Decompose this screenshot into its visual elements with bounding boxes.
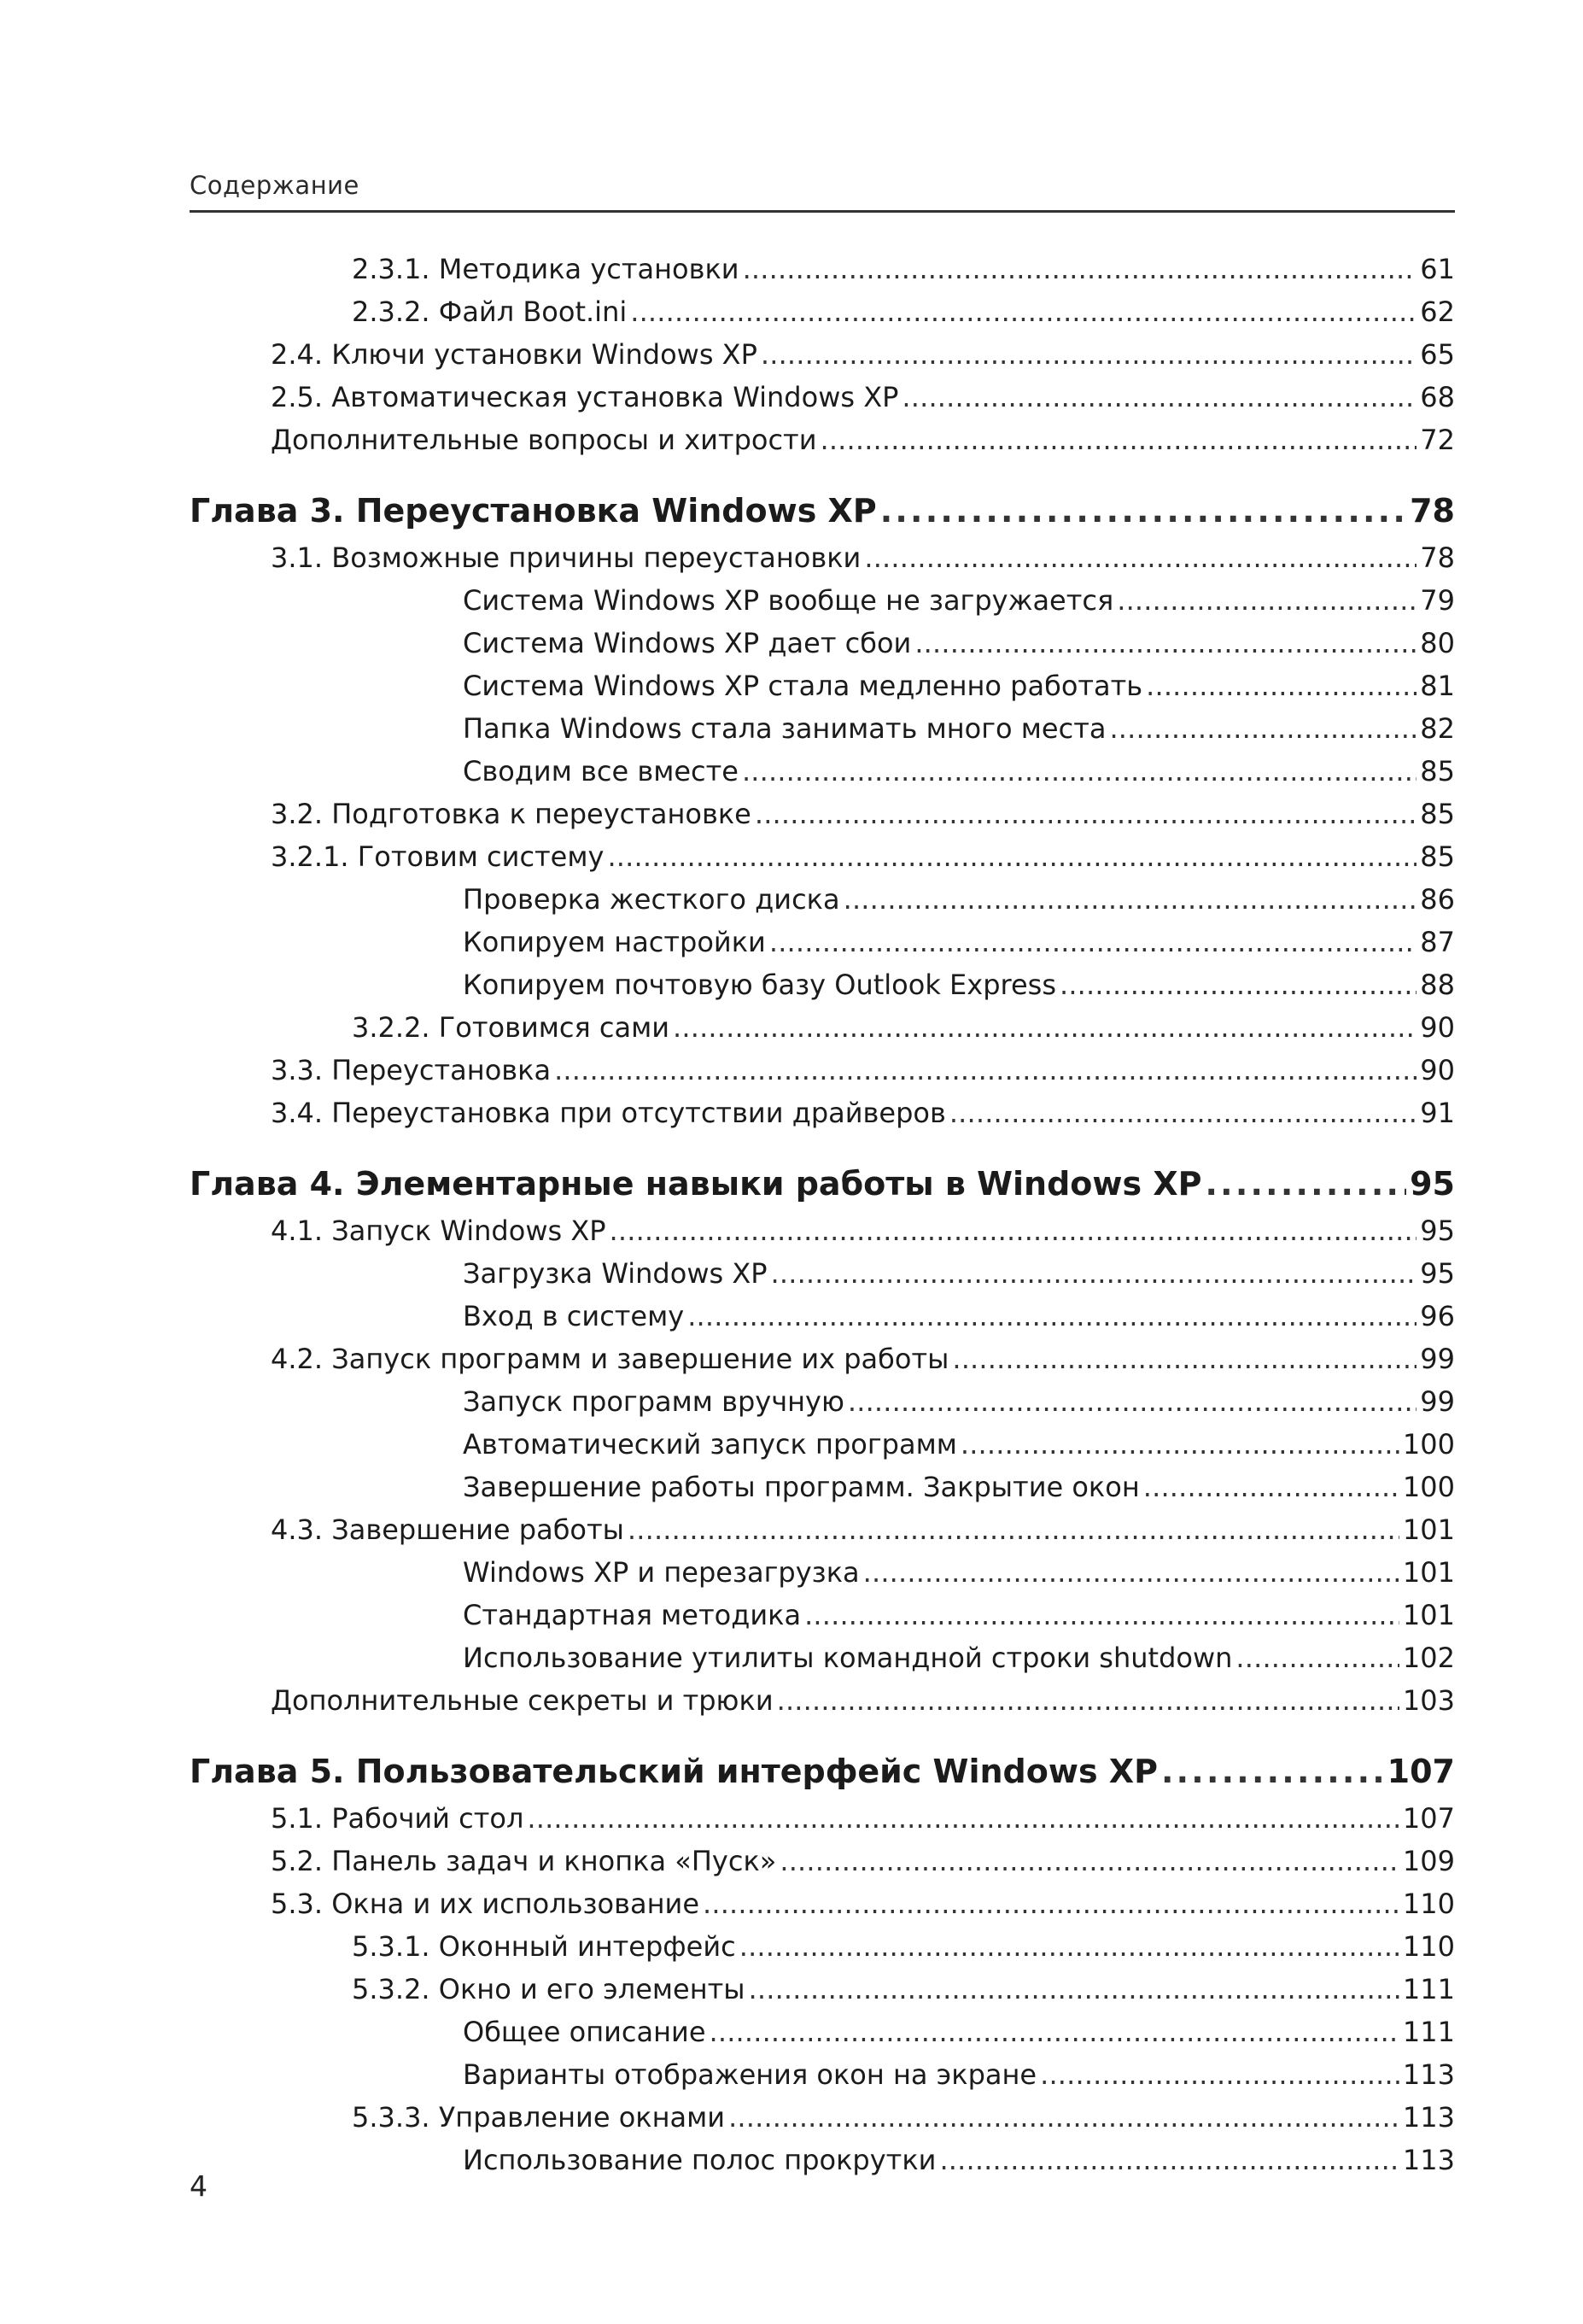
toc-entry: [190, 1338, 1455, 1380]
dot-leader: [607, 835, 1417, 878]
toc-entry-title: Глава 5. Пользовательский интерфейс Windows XP: [190, 1753, 1158, 1790]
toc-entry-title: Копируем почтовую базу Outlook Express: [463, 969, 1056, 1001]
toc-entry-title: 3.2. Подготовка к переустановке: [271, 798, 751, 830]
toc-entry-page: 101: [1402, 1513, 1455, 1546]
toc-entry: [190, 1840, 1455, 1882]
toc-entry-title: 3.3. Переустановка: [271, 1054, 552, 1086]
toc-chapter-entry: [190, 1746, 1455, 1797]
toc-entry-title: 5.3.3. Управление окнами: [352, 2101, 726, 2134]
page-number: 4: [190, 2169, 207, 2203]
toc-entry-title: 2.3.1. Методика установки: [352, 253, 739, 285]
toc-entry: [190, 2139, 1455, 2181]
toc-entry: [190, 419, 1455, 461]
toc-entry-page: 82: [1420, 712, 1455, 745]
toc-entry: [190, 1006, 1455, 1049]
toc-entry-title: Копируем настройки: [463, 926, 766, 958]
toc-entry-page: 100: [1402, 1471, 1455, 1503]
toc-entry-page: 65: [1420, 338, 1455, 371]
toc-entry-page: 91: [1420, 1097, 1455, 1129]
toc-entry: [190, 921, 1455, 963]
toc-entry-title: Проверка жесткого диска: [463, 883, 840, 916]
toc-entry-page: 86: [1420, 883, 1455, 916]
toc-entry-page: 99: [1420, 1385, 1455, 1418]
toc-entry: [190, 333, 1455, 376]
toc-entry-title: 2.4. Ключи установки Windows XP: [271, 338, 757, 371]
dot-leader: [1109, 707, 1417, 750]
toc-entry-page: 90: [1420, 1054, 1455, 1086]
dot-leader: [673, 1006, 1417, 1049]
toc-entry-page: 110: [1402, 1930, 1455, 1963]
toc-entry-page: 95: [1420, 1257, 1455, 1290]
toc-entry: [190, 1968, 1455, 2011]
toc-entry-title: 5.3. Окна и их использование: [271, 1888, 699, 1920]
header-rule: [190, 210, 1455, 213]
toc-entry-title: Загрузка Windows XP: [463, 1257, 768, 1290]
toc-entry-title: 4.1. Запуск Windows XP: [271, 1215, 606, 1247]
toc-entry-title: 4.3. Завершение работы: [271, 1513, 624, 1546]
dot-leader: [703, 1882, 1399, 1925]
toc-entry-title: 3.2.1. Готовим систему: [271, 840, 605, 873]
dot-leader: [749, 1968, 1399, 2011]
dot-leader: [1060, 963, 1417, 1006]
toc-entry-page: 113: [1402, 2058, 1455, 2091]
toc-entry: [190, 750, 1455, 793]
toc-entry-page: 85: [1420, 755, 1455, 787]
toc-entry: [190, 1209, 1455, 1252]
dot-leader: [1146, 664, 1417, 707]
running-head: Содержание: [190, 171, 359, 200]
toc-chapter-entry: [190, 485, 1455, 536]
toc-entry-title: Использование полос прокрутки: [463, 2144, 937, 2176]
dot-leader: [739, 1925, 1399, 1968]
toc-entry-page: 85: [1420, 798, 1455, 830]
toc-entry-page: 80: [1420, 627, 1455, 659]
dot-leader: [820, 419, 1417, 461]
toc-entry-title: Папка Windows стала занимать много места: [463, 712, 1107, 745]
toc-entry: [190, 579, 1455, 622]
dot-leader: [952, 1338, 1417, 1380]
dot-leader: [742, 750, 1417, 793]
toc-entry: [190, 2053, 1455, 2096]
toc-entry: [190, 1551, 1455, 1594]
toc-entry-title: Общее описание: [463, 2016, 706, 2048]
toc-entry: [190, 1797, 1455, 1840]
toc-entry: [190, 1882, 1455, 1925]
toc-entry: [190, 1092, 1455, 1134]
toc-entry: [190, 1594, 1455, 1636]
dot-leader: [687, 1295, 1417, 1338]
dot-leader: [1206, 1158, 1407, 1209]
toc-entry-page: 68: [1420, 381, 1455, 413]
toc-entry: [190, 664, 1455, 707]
toc-entry: [190, 1636, 1455, 1679]
toc-entry-page: 87: [1420, 926, 1455, 958]
toc-entry-page: 103: [1402, 1684, 1455, 1717]
toc-entry-title: 5.3.2. Окно и его элементы: [352, 1973, 745, 2005]
dot-leader: [780, 1840, 1399, 1882]
toc-entry: [190, 622, 1455, 664]
toc-entry-title: 4.2. Запуск программ и завершение их работы: [271, 1343, 949, 1375]
dot-leader: [630, 290, 1417, 333]
toc-entry: [190, 290, 1455, 333]
dot-leader: [864, 536, 1417, 579]
dot-leader: [554, 1049, 1417, 1092]
dot-leader: [848, 1380, 1417, 1423]
toc-entry-title: Windows XP и перезагрузка: [463, 1556, 860, 1589]
toc-entry-title: Система Windows XP дает сбои: [463, 627, 912, 659]
toc-entry: [190, 1049, 1455, 1092]
toc-entry-page: 111: [1402, 1973, 1455, 2005]
toc-entry-title: Дополнительные секреты и трюки: [271, 1684, 774, 1717]
toc-entry-page: 113: [1402, 2144, 1455, 2176]
dot-leader: [804, 1594, 1399, 1636]
toc-entry-title: Сводим все вместе: [463, 755, 739, 787]
toc-entry-page: 107: [1387, 1753, 1455, 1790]
toc-entry-page: 111: [1402, 2016, 1455, 2048]
toc-entry: [190, 2011, 1455, 2053]
toc-entry-page: 101: [1402, 1556, 1455, 1589]
toc-entry-title: 5.2. Панель задач и кнопка «Пуск»: [271, 1845, 777, 1877]
dot-leader: [1235, 1636, 1399, 1679]
toc-entry-page: 101: [1402, 1599, 1455, 1631]
toc-entry-title: Варианты отображения окон на экране: [463, 2058, 1037, 2091]
toc-entry-page: 107: [1402, 1802, 1455, 1835]
dot-leader: [769, 921, 1417, 963]
dot-leader: [527, 1797, 1399, 1840]
dot-leader: [755, 793, 1417, 835]
toc-entry-page: 90: [1420, 1011, 1455, 1044]
dot-leader: [914, 622, 1417, 664]
toc-entry: [190, 1925, 1455, 1968]
toc-entry: [190, 536, 1455, 579]
toc-entry-page: 110: [1402, 1888, 1455, 1920]
toc-entry-title: 3.4. Переустановка при отсутствии драйверов: [271, 1097, 946, 1129]
toc-entry-page: 79: [1420, 584, 1455, 617]
toc-entry-title: 5.1. Рабочий стол: [271, 1802, 524, 1835]
toc-entry-title: Автоматический запуск программ: [463, 1428, 957, 1461]
toc-entry: [190, 248, 1455, 290]
toc-entry-title: Стандартная методика: [463, 1599, 802, 1631]
dot-leader: [777, 1679, 1399, 1722]
toc-entry-page: 72: [1420, 424, 1455, 456]
toc-entry-page: 95: [1410, 1165, 1455, 1203]
toc-entry: [190, 376, 1455, 419]
toc-entry-page: 113: [1402, 2101, 1455, 2134]
dot-leader: [902, 376, 1417, 419]
toc-entry-page: 95: [1420, 1215, 1455, 1247]
toc-entry-title: Система Windows XP стала медленно работать: [463, 670, 1143, 702]
toc-entry-title: Глава 3. Переустановка Windows XP: [190, 492, 877, 530]
toc-entry-title: Система Windows XP вообще не загружается: [463, 584, 1114, 617]
toc-entry: [190, 835, 1455, 878]
dot-leader: [761, 333, 1417, 376]
table-of-contents: [190, 248, 1455, 2181]
dot-leader: [628, 1508, 1399, 1551]
toc-entry-title: 2.3.2. Файл Boot.ini: [352, 296, 628, 328]
toc-entry-page: 78: [1410, 492, 1455, 530]
dot-leader: [949, 1092, 1417, 1134]
toc-entry: [190, 963, 1455, 1006]
toc-entry: [190, 2096, 1455, 2139]
toc-entry: [190, 1295, 1455, 1338]
toc-entry-page: 99: [1420, 1343, 1455, 1375]
toc-entry-title: 2.5. Автоматическая установка Windows XP: [271, 381, 899, 413]
toc-entry-title: Использование утилиты командной строки shutdown: [463, 1642, 1233, 1674]
toc-entry-page: 88: [1420, 969, 1455, 1001]
toc-entry-title: 5.3.1. Оконный интерфейс: [352, 1930, 736, 1963]
toc-entry: [190, 707, 1455, 750]
toc-entry: [190, 793, 1455, 835]
dot-leader: [863, 1551, 1399, 1594]
toc-entry-page: 78: [1420, 541, 1455, 574]
toc-entry: [190, 878, 1455, 921]
dot-leader: [1117, 579, 1417, 622]
toc-entry-title: Запуск программ вручную: [463, 1385, 844, 1418]
toc-entry: [190, 1679, 1455, 1722]
toc-entry-title: Глава 4. Элементарные навыки работы в Windows XP: [190, 1165, 1202, 1203]
toc-entry: [190, 1466, 1455, 1508]
toc-entry-title: 3.2.2. Готовимся сами: [352, 1011, 670, 1044]
dot-leader: [961, 1423, 1399, 1466]
toc-entry-title: Завершение работы программ. Закрытие окон: [463, 1471, 1140, 1503]
dot-leader: [771, 1252, 1417, 1295]
toc-entry-page: 61: [1420, 253, 1455, 285]
dot-leader: [939, 2139, 1399, 2181]
toc-entry-page: 102: [1402, 1642, 1455, 1674]
toc-entry: [190, 1423, 1455, 1466]
toc-entry-title: Вход в систему: [463, 1300, 685, 1332]
dot-leader: [710, 2011, 1399, 2053]
toc-entry-page: 96: [1420, 1300, 1455, 1332]
toc-entry-title: Дополнительные вопросы и хитрости: [271, 424, 817, 456]
toc-entry-page: 109: [1402, 1845, 1455, 1877]
dot-leader: [1143, 1466, 1399, 1508]
toc-entry: [190, 1380, 1455, 1423]
dot-leader: [1040, 2053, 1399, 2096]
toc-entry-page: 62: [1420, 296, 1455, 328]
toc-entry-title: 3.1. Возможные причины переустановки: [271, 541, 862, 574]
toc-entry-page: 100: [1402, 1428, 1455, 1461]
dot-leader: [610, 1209, 1417, 1252]
dot-leader: [728, 2096, 1399, 2139]
toc-entry-page: 85: [1420, 840, 1455, 873]
toc-entry-page: 81: [1420, 670, 1455, 702]
dot-leader: [880, 485, 1406, 536]
toc-chapter-entry: [190, 1158, 1455, 1209]
toc-entry: [190, 1508, 1455, 1551]
toc-entry: [190, 1252, 1455, 1295]
dot-leader: [844, 878, 1417, 921]
dot-leader: [1161, 1746, 1384, 1797]
dot-leader: [743, 248, 1417, 290]
